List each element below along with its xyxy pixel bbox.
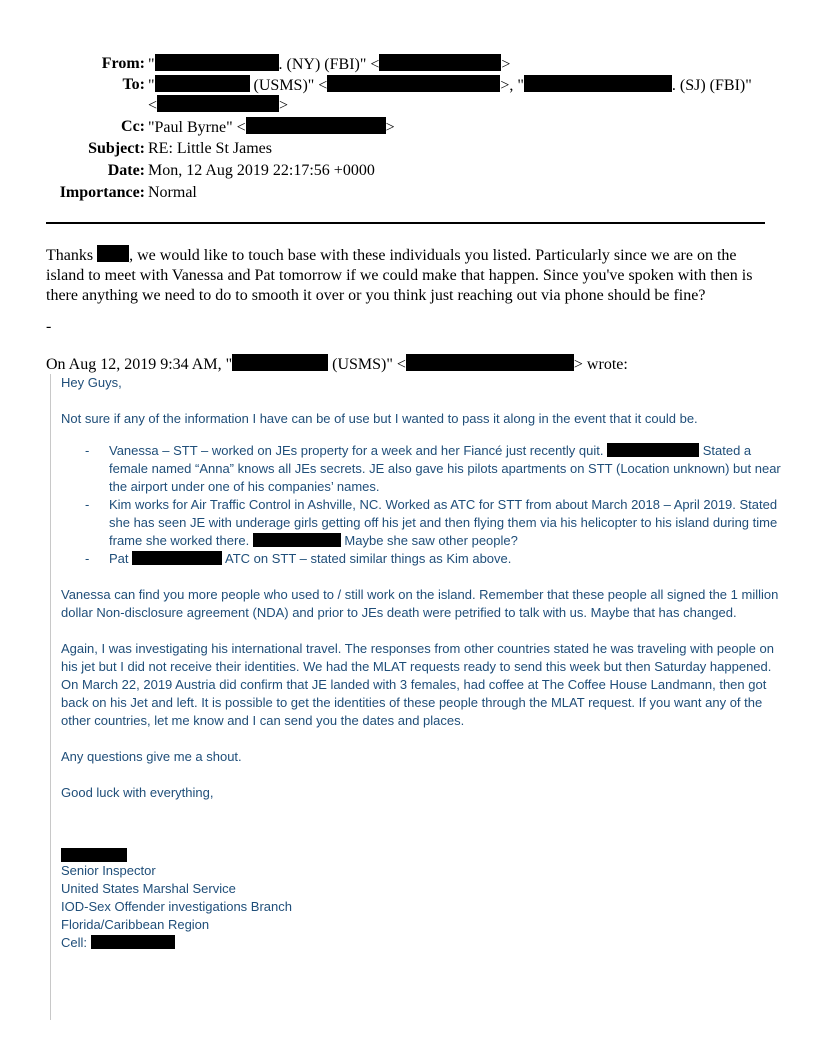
redaction-block	[406, 354, 574, 371]
reply-dash: -	[46, 318, 52, 335]
redaction-block	[97, 245, 129, 262]
redaction-block	[91, 935, 175, 949]
signature-title: Senior Inspector	[61, 863, 156, 878]
quoted-paragraph: Vanessa can find you more people who used to / still work on the island. Remember that these people all signed the 1 million dollar Non-disclosure agreement (NDA) and prior to JEs death were petrified to talk with us. Maybe that has changed.	[61, 587, 779, 620]
quoted-paragraph: Any questions give me a shout.	[61, 749, 242, 764]
subject-value: RE: Little St James	[148, 140, 272, 157]
header-divider	[46, 222, 765, 224]
importance-value: Normal	[148, 184, 197, 201]
quoted-paragraph: Again, I was investigating his international travel. The responses from other countries stated he was traveling with people on his jet but I did not receive their identities. We had the MLAT requests ready to send this week but then Saturday happened. On March 22, 2019 Austria did confirm that JE landed with 3 females, had coffee at The Coffee House Landmann, then got back on his Jet and left. It is possible to get the identities of these people through the MLAT request. If you want any of the other countries, let me know and I can send you the dates and places.	[61, 641, 774, 728]
quoted-intro: Not sure if any of the information I have can be of use but I wanted to pass it along in the event that it could be.	[61, 411, 698, 426]
signature-branch: IOD-Sex Offender investigations Branch	[61, 899, 292, 914]
signature-block	[61, 848, 783, 952]
redaction-block	[246, 117, 386, 134]
list-item: - Vanessa – STT – worked on JEs property for a week and her Fiancé just recently quit. Stated a female named “Anna” knows all JEs secrets. JE also gave his pilots apartments on STT (Location unknown) but near the airport under one of his companies’ names.	[85, 443, 781, 494]
redaction-block	[61, 848, 127, 862]
redaction-block	[157, 95, 279, 112]
redaction-block	[607, 443, 699, 457]
quoted-bullet-list	[61, 442, 783, 568]
list-item: - Pat ATC on STT – stated similar things as Kim above.	[85, 551, 512, 566]
to-value-line2: < >	[148, 97, 289, 114]
date-label: Date:	[107, 162, 145, 179]
redaction-block	[132, 551, 222, 565]
to-value: " (USMS)" < >, " . (SJ) (FBI)"	[148, 77, 752, 94]
from-value: " . (NY) (FBI)" < >	[148, 56, 511, 73]
from-label: From:	[101, 55, 145, 72]
signature-agency: United States Marshal Service	[61, 881, 236, 896]
quoted-greeting: Hey Guys,	[61, 375, 122, 390]
list-item: - Kim works for Air Traffic Control in Ashville, NC. Worked as ATC for STT from about March 2018 – April 2019. Stated she has seen JE with underage girls getting off his jet and then flying them via his helicopter to his island during time frame she worked there. Maybe she saw other people?	[85, 497, 778, 548]
redaction-block	[232, 354, 328, 371]
quoted-message	[50, 374, 783, 1020]
redaction-block	[253, 533, 341, 547]
signature-region: Florida/Caribbean Region	[61, 917, 210, 932]
redaction-block	[155, 75, 250, 92]
quoted-closing: Good luck with everything,	[61, 785, 214, 800]
cc-label: Cc:	[121, 118, 145, 135]
quoted-attribution: On Aug 12, 2019 9:34 AM, " (USMS)" < > wrote:	[46, 356, 628, 373]
signature-cell: Cell:	[61, 934, 783, 952]
to-label: To:	[122, 76, 145, 93]
redaction-block	[379, 54, 501, 71]
cc-value: "Paul Byrne" < >	[148, 119, 395, 136]
date-value: Mon, 12 Aug 2019 22:17:56 +0000	[148, 162, 375, 179]
subject-label: Subject:	[88, 140, 145, 157]
importance-label: Importance:	[59, 184, 145, 201]
reply-body: Thanks , we would like to touch base with these individuals you listed. Particularly since we are on the island to meet with Vanessa and Pat tomorrow if we could make that happen. Since you've spoken with then is there anything we need to do to smooth it over or you think just reaching out via phone should be fine?	[46, 247, 753, 304]
redaction-block	[327, 75, 500, 92]
redaction-block	[524, 75, 672, 92]
redaction-block	[155, 54, 279, 71]
